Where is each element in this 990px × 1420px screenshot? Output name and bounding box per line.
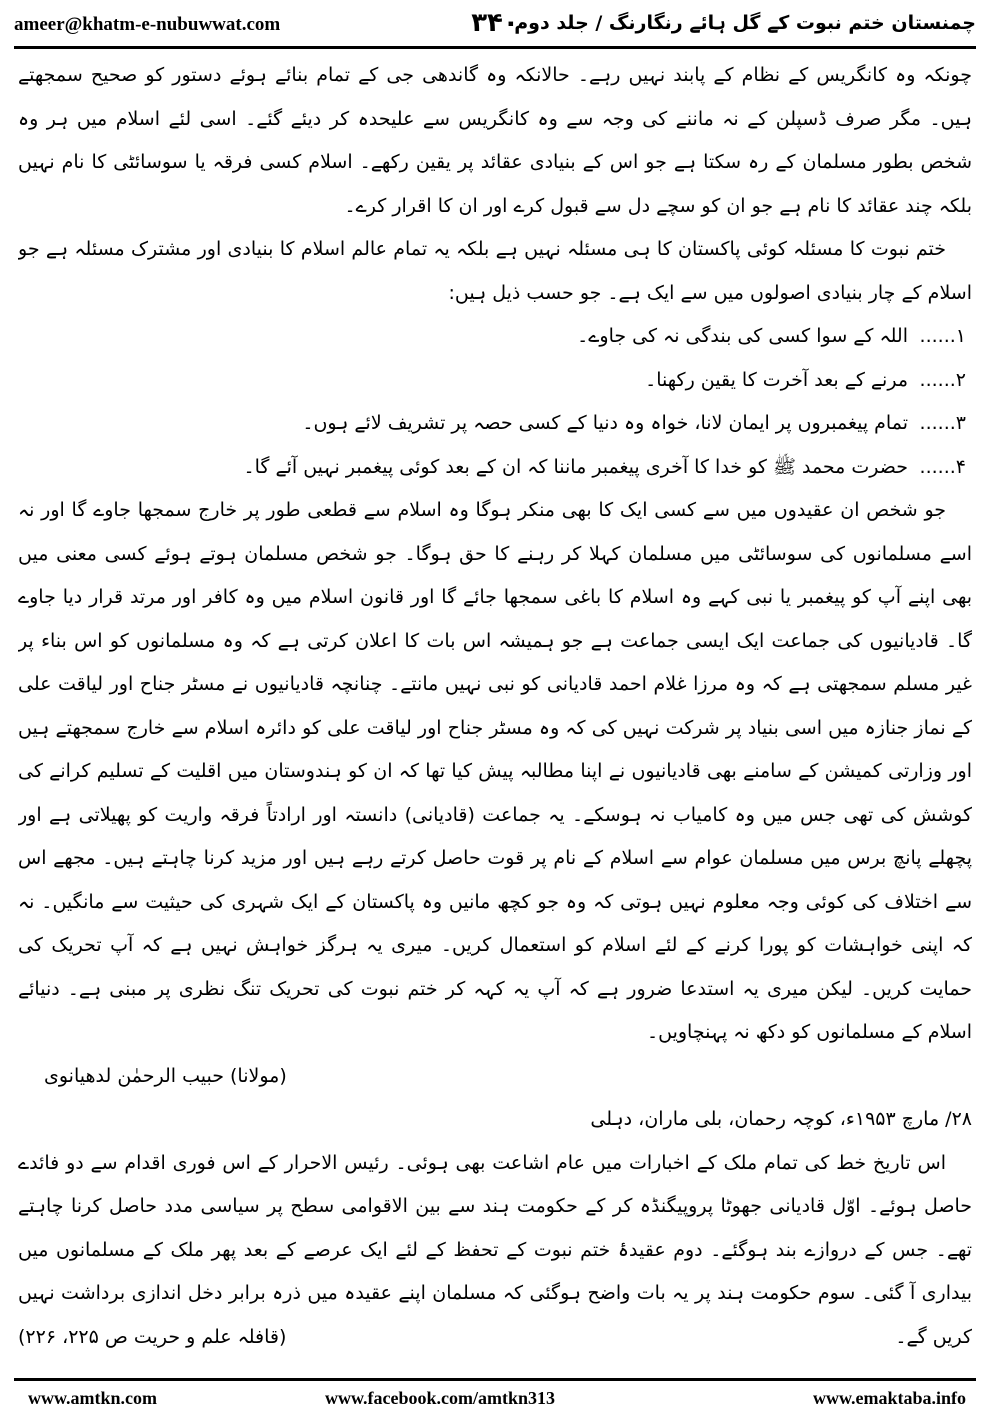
footer-link-emaktaba[interactable]: www.emaktaba.info	[812, 1388, 966, 1408]
list-item-number: ۲......	[919, 368, 966, 391]
paragraph-1: چونکہ وہ کانگریس کے نظام کے پابند نہیں رہے۔ حالانکہ وہ گاندھی جی کے تمام بنائے ہوئے دستور کو صحیح سمجھتے ہیں۔ مگر صرف ڈسپلن کے نہ ماننے کی وجہ سے وہ کانگریس سے علیحدہ کر دیئے گئے۔ اسی لئے اسلام میں ہر وہ شخص بطور مسلمان کے رہ سکتا ہے جو اس کے بنیادی عقائد پر یقین رکھے۔ اسلام کسی فرقہ یا سوسائٹی کا نام نہیں بلکہ چند عقائد کا نام ہے جو ان کو سچے دل سے قبول کرے اور ان کا اقرار کرے۔	[18, 64, 972, 217]
list-item	[18, 402, 972, 446]
page-number: ۳۴۰	[471, 8, 519, 38]
list-item	[18, 359, 972, 403]
footer-link-amtkn[interactable]: www.amtkn.com	[28, 1388, 157, 1408]
page-footer	[0, 1384, 990, 1414]
principles-list	[18, 315, 972, 489]
footer-link-facebook[interactable]: www.facebook.com/amtkn313	[325, 1388, 555, 1408]
footer-divider	[14, 1378, 976, 1381]
paragraph-2: ختم نبوت کا مسئلہ کوئی پاکستان کا ہی مسئلہ نہیں ہے بلکہ یہ تمام عالم اسلام کا بنیادی اور مشترک مسئلہ ہے جو اسلام کے چار بنیادی اصولوں میں سے ایک ہے۔ جو حسب ذیل ہیں:	[18, 238, 972, 304]
book-title: چمنستان ختم نبوت کے گل ہائے رنگارنگ / جلد دوم	[514, 12, 976, 34]
list-item	[18, 446, 972, 490]
date-place: ۲۸/ مارچ ۱۹۵۳ء، کوچہ رحمان، بلی ماران، دہلی	[590, 1108, 972, 1130]
list-item-text: تمام پیغمبروں پر ایمان لانا، خواہ وہ دنیا کے کسی حصہ پر تشریف لائے ہوں۔	[302, 412, 908, 434]
list-item-number: ۳......	[919, 412, 966, 434]
signature-row	[18, 1055, 972, 1099]
body-paragraph: جو شخص ان عقیدوں میں سے کسی ایک کا بھی منکر ہوگا وہ اسلام سے قطعی طور پر خارج سمجھا جاوے گا اور نہ اسے مسلمانوں کی سوسائٹی میں مسلمان کہلا کر رہنے کا حق ہوگا۔ جو شخص مسلمان ہوتے ہوئے کسی معنی میں بھی اپنے آپ کو پیغمبر یا نبی کہے وہ اسلام کا باغی سمجھا جائے گا اور قانون اسلام میں وہ کافر اور مرتد قرار دیا جاوے گا۔ قادیانیوں کی جماعت ایک ایسی جماعت ہے جو ہمیشہ اس بات کا اعلان کرتی ہے کہ وہ مسلمانوں کو اس بناء پر غیر مسلم سمجھتی ہے کہ وہ مرزا غلام احمد قادیانی کو نبی نہیں مانتے۔ چنانچہ قادیانیوں نے مسٹر جناح اور لیاقت علی کے نماز جنازہ میں اسی بنیاد پر شرکت نہیں کی کہ وہ مسٹر جناح اور لیاقت علی کو دائرہ اسلام سے خارج سمجھتے ہیں اور وزارتی کمیشن کے سامنے بھی قادیانیوں نے اپنا مطالبہ پیش کیا تھا کہ ان کو ہندوستان میں اقلیت کے تسلیم کرانے کی کوشش کی تھی جس میں وہ کامیاب نہ ہوسکے۔ یہ جماعت (قادیانی) دانستہ اور ارادتاً فرقہ واریت کو پھیلاتی ہے اور پچھلے پانچ برس میں مسلمان عوام سے اسلام کے نام پر قوت حاصل کرتے رہے ہیں اور مزید کرنا چاہتے ہیں۔ مجھے اس سے اختلاف کی کوئی وجہ معلوم نہیں ہوتی کہ وہ جو کچھ مانیں وہ پاکستان کے ایک شہری کی حیثیت سے مانگیں۔ نہ کہ اپنی خواہشات کو پورا کرنے کے لئے اسلام کو استعمال کریں۔ میری یہ ہرگز خواہش نہیں ہے کہ آپ تحریک کی حمایت کریں۔ لیکن میری یہ استدعا ضرور ہے کہ آپ یہ کہہ کر ختم نبوت کی تحریک تنگ نظری پر مبنی ہے۔ دنیائے اسلام کے مسلمانوں کو دکھ نہ پہنچاویں۔	[18, 499, 972, 1043]
page-header	[0, 0, 990, 52]
list-item-number: ۱......	[919, 325, 966, 347]
header-divider	[14, 46, 976, 49]
signature: (مولانا) حبیب الرحمٰن لدھیانوی	[44, 1064, 287, 1087]
closing-paragraph	[18, 1142, 972, 1360]
page-body	[18, 54, 972, 1372]
list-item-number: ۴......	[919, 455, 966, 478]
closing-text: اس تاریخ خط کی تمام ملک کے اخبارات میں عام اشاعت بھی ہوئی۔ رئیس الاحرار کے اس فوری اقدام سے دو فائدے حاصل ہوئے۔ اوّل قادیانی جھوٹا پروپیگنڈہ کر کے حکومت ہند سے بین الاقوامی سطح پر سیاسی مدد حاصل کرنا چاہتے تھے۔ جس کے دروازے بند ہوگئے۔ دوم عقیدۂ ختم نبوت کے تحفظ کے لئے ایک عرصے کے بعد پھر ملک کے مسلمانوں میں بیداری آ گئی۔ سوم حکومت ہند پر یہ بات واضح ہوگئی کہ مسلمان اپنے عقیدہ میں ذرہ برابر دخل اندازی برداشت نہیں کریں گے۔	[18, 1151, 972, 1348]
list-item-text: مرنے کے بعد آخرت کا یقین رکھنا۔	[645, 368, 908, 391]
list-item	[18, 315, 972, 359]
reference-citation: (قافلہ علم و حریت ص ۲۲۵، ۲۲۶)	[18, 1325, 287, 1348]
list-item-text: اللہ کے سوا کسی کی بندگی نہ کی جاوے۔	[577, 325, 908, 347]
list-item-text: حضرت محمد ﷺ کو خدا کا آخری پیغمبر ماننا کہ ان کے بعد کوئی پیغمبر نہیں آئے گا۔	[243, 455, 908, 478]
header-email[interactable]: ameer@khatm-e-nubuwwat.com	[14, 14, 281, 35]
